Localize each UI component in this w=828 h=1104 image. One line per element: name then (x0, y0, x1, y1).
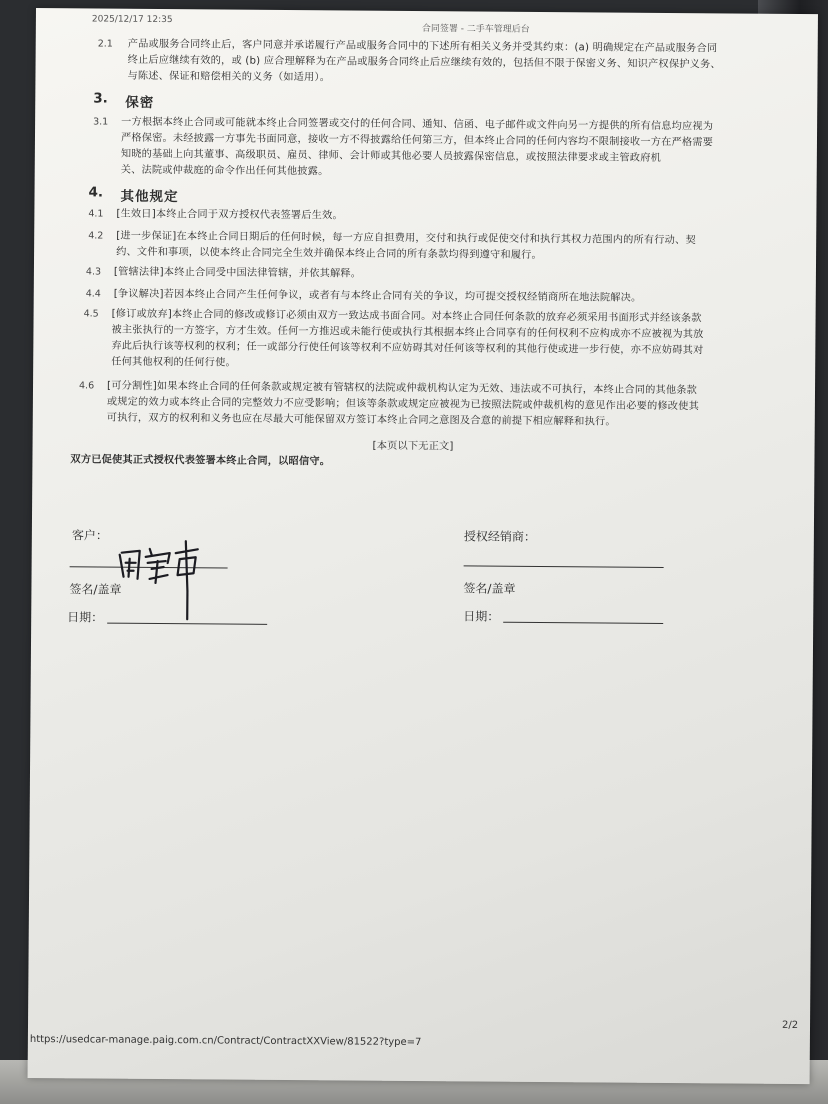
clause-number: 4.4 (85, 288, 101, 300)
clause-3-1-line: 关、法院或仲裁庭的命令作出任何其他披露。 (120, 164, 329, 178)
clause-4-6-line: [可分割性]如果本终止合同的任何条款或规定被有管辖权的法院或仲裁机构认定为无效、违法或不可执行，本终止合同的其他条款 (106, 380, 698, 397)
customer-date-line (107, 623, 267, 625)
section-number: 3. (93, 90, 108, 107)
section-heading: 其他规定 (120, 188, 179, 206)
closing-statement: 双方已促使其正式授权代表签署本终止合同，以昭信守。 (70, 454, 331, 468)
print-datetime: 2025/12/17 12:35 (91, 14, 173, 26)
clause-number: 3.1 (93, 116, 109, 128)
clause-3-1-line: 一方根据本终止合同或可能就本终止合同签署或交付的任何合同、通知、信函、电子邮件或文件向另一方提供的所有信息均应视为 (121, 116, 714, 133)
customer-date-label: 日期： (67, 610, 104, 625)
clause-4-6-line: 或规定的效力或本终止合同的完整效力不应受影响；但该等条款或规定应被视为已按照法院或仲裁机构的意见作出必要的修改使其 (106, 396, 700, 413)
clause-4-5-line: 任何其他权利的任何行使。 (111, 356, 236, 369)
clause-number: 4.6 (78, 380, 95, 392)
clause-4-4-line: [争议解决]若因本终止合同产生任何争议，或者有与本终止合同有关的争议，均可提交授权经销商所在地法院解决。 (113, 288, 642, 304)
footer-url: https://usedcar-manage.paig.com.cn/Contract/ContractXXView/81522?type=7 (29, 1033, 422, 1049)
clause-2-1-line: 终止后应继续有效的，或 (b) 应合理解释为在产品或服务合同终止后应继续有效的，包括但不限于保密义务、知识产权保护义务、 (127, 54, 721, 71)
dealer-signature-line (464, 565, 664, 568)
page-number: 2/2 (781, 1019, 799, 1032)
dealer-sign-label: 签名/盖章 (463, 581, 516, 596)
clause-4-3-line: [管辖法律]本终止合同受中国法律管辖，并依其解释。 (113, 266, 362, 280)
customer-label: 客户： (71, 528, 108, 543)
clause-3-1-line: 知晓的基础上向其董事、高级职员、雇员、律师、会计师或其他必要人员披露保密信息，或按照法律要求或主管政府机 (120, 148, 662, 164)
dealer-date-line (503, 622, 663, 624)
customer-handwritten-signature (113, 533, 234, 624)
clause-2-1-line: 与陈述、保证和赔偿相关的义务（如适用）。 (127, 70, 331, 84)
customer-sign-label: 签名/盖章 (69, 582, 122, 597)
clause-4-5-line: [修订或放弃]本终止合同的修改或修订必须由双方一致达成书面合同。对本终止合同任何条款的放弃必须采用书面形式并经该条款 (111, 308, 702, 325)
clause-number: 4.5 (83, 308, 99, 320)
section-number: 4. (88, 184, 104, 201)
end-of-text-note: [本页以下无正文] (372, 440, 454, 453)
clause-number: 4.1 (88, 208, 104, 220)
clause-4-5-line: 被主张执行的一方签字，方才生效。任何一方推迟或未能行使或执行其根据本终止合同享有的任何权利不应构成亦不应被视为其放 (111, 324, 704, 341)
dealer-date-label: 日期： (463, 609, 500, 624)
clause-2-1-line: 产品或服务合同终止后，客户同意并承诺履行产品或服务合同中的下述所有相关义务并受其约束：(a) 明确规定在产品或服务合同 (127, 38, 718, 55)
clause-number: 4.2 (88, 230, 104, 242)
dealer-label: 授权经销商： (463, 529, 536, 544)
clause-3-1-line: 严格保密。未经披露一方事先书面同意，接收一方不得披露给任何第三方，但本终止合同的任何内容均不限制接收一方在严格需要 (120, 132, 714, 149)
print-header (92, 14, 758, 35)
clause-number: 2.1 (97, 38, 113, 50)
section-heading: 保密 (125, 94, 155, 111)
contract-page (28, 8, 818, 1084)
clause-4-5-line: 弃此后执行该等权利的权利；任一或部分行使任何该等权利不应妨碍其对任何该等权利的其他行使或进一步行使，亦不应妨碍其对 (111, 340, 704, 357)
clause-4-1-line: [生效日]本终止合同于双方授权代表签署后生效。 (116, 208, 343, 222)
clause-4-2-line: 约、文件和事项，以使本终止合同完全生效并确保本终止合同的所有条款均得到遵守和履行。 (116, 246, 543, 261)
print-title: 合同签署 - 二手车管理后台 (421, 24, 530, 35)
clause-4-6-line: 可执行，双方的权利和义务也应在尽最大可能保留双方签订本终止合同之意图及合意的前提下相应解释和执行。 (106, 412, 616, 428)
clause-4-2-line: [进一步保证]在本终止合同日期后的任何时候，每一方应自担费用，交付和执行或促使交付和执行其权力范围内的所有行动、契 (116, 230, 696, 247)
clause-number: 4.3 (85, 266, 102, 278)
